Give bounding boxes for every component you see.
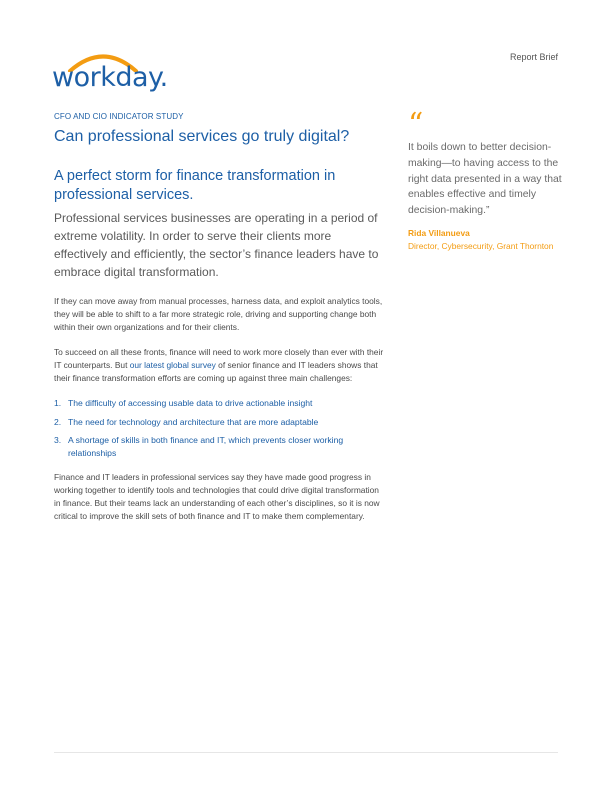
quote-mark-icon: “ — [408, 107, 424, 142]
section-subtitle: A perfect storm for finance transformation in professional services. — [54, 168, 336, 203]
pull-quote — [408, 107, 568, 252]
footer-divider — [54, 752, 558, 753]
study-eyebrow: CFO AND CIO INDICATOR STUDY — [54, 112, 184, 121]
document-type-label: Report Brief — [509, 52, 558, 62]
body-paragraph-2 — [54, 346, 384, 385]
list-item-text: The difficulty of accessing usable data to drive actionable insight — [68, 398, 313, 408]
list-item — [54, 397, 384, 410]
para2-text-before: To succeed on all these fronts, finance will need to work more closely than ever with their IT counterparts. But — [54, 347, 384, 370]
challenges-list — [54, 397, 384, 459]
main-column — [54, 112, 384, 535]
list-item-text: The need for technology and architecture that are more adaptable — [68, 416, 319, 427]
list-item-text: A shortage of skills in both finance and IT, which prevents closer working relationships — [68, 435, 344, 458]
body-paragraph-3: Finance and IT leaders in professional services say they have made good progress in working together to identify tools and technologies that could drive digital transformation in finance. But their teams lack an understanding of each other’s disciplines, so it is now critical to improve the skill sets of both finance and IT to make them complementary. — [54, 472, 380, 521]
quote-author-name: Rida Villanueva — [408, 227, 470, 238]
global-survey-link[interactable]: our latest global survey — [129, 360, 216, 370]
list-item-number: 2. — [54, 416, 62, 427]
list-item — [54, 416, 384, 429]
para2-text-after: of senior finance and IT leaders shows that their finance transformation efforts are coming up against three main challenges: — [54, 360, 378, 383]
list-item-number: 1. — [54, 398, 62, 408]
quote-text: It boils down to better decision-making—to having access to the right data presented in a way that enables effective and timely decision-making.” — [408, 142, 562, 217]
list-item — [54, 434, 384, 459]
logo-wordmark: workday. — [52, 62, 168, 93]
workday-logo — [52, 50, 168, 96]
quote-author-role: Director, Cybersecurity, Grant Thornton — [408, 240, 554, 251]
lede-paragraph: Professional services businesses are operating in a period of extreme volatility. In order to serve their clients more effectively and efficiently, the sector’s finance leaders have to embrace digital transformation. — [54, 211, 379, 279]
body-paragraph-1: If they can move away from manual processes, harness data, and exploit analytics tools, they will be able to shift to a far more strategic role, driving and supporting change both within their own organizations and for their clients. — [54, 296, 383, 332]
list-item-number: 3. — [54, 435, 62, 445]
page-title: Can professional services go truly digital? — [54, 128, 350, 145]
